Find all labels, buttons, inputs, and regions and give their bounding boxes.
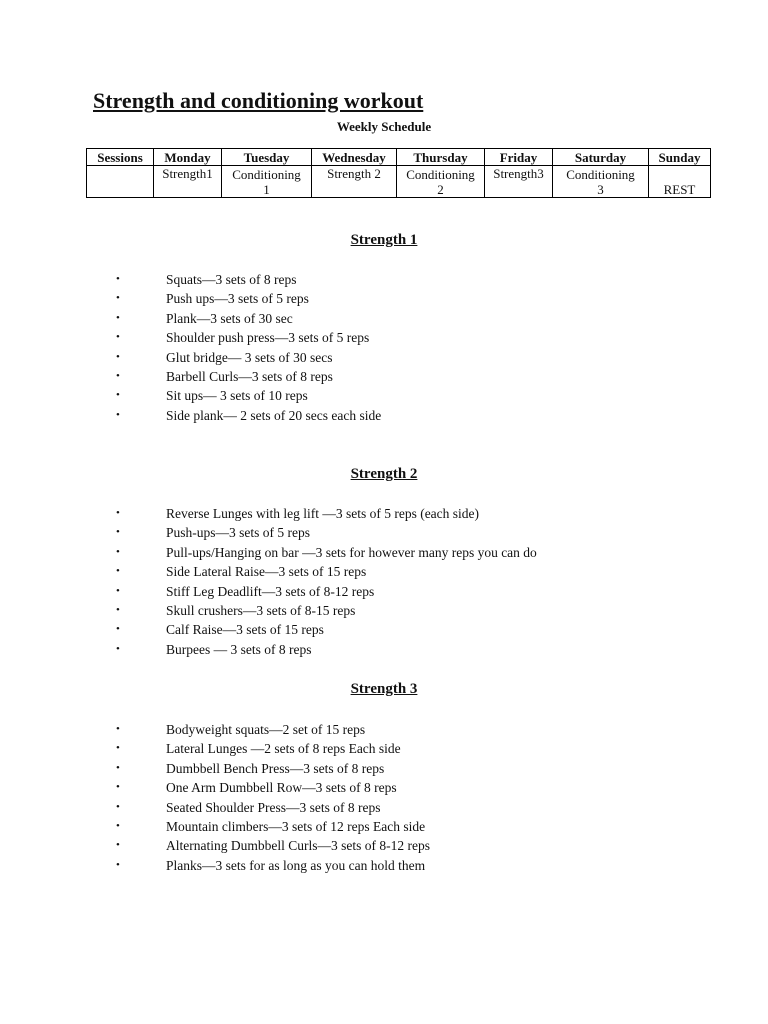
header-cell: Sunday [649,149,711,166]
bullet-icon: • [116,839,120,852]
bullet-icon: • [116,858,120,871]
bullet-icon: • [116,273,120,285]
list-item: • Lateral Lunges —2 sets of 8 reps Each side [116,741,401,757]
schedule-cell: Conditioning 3 [553,166,649,198]
list-item: • Push ups—3 sets of 5 reps [116,291,309,307]
list-item: • Shoulder push press—3 sets of 5 reps [116,330,370,346]
bullet-icon: • [116,800,120,813]
list-item: • Side Lateral Raise—3 sets of 15 reps [116,564,367,580]
bullet-icon: • [116,389,120,402]
section-heading-strength-1: Strength 1 [350,232,418,248]
bullet-icon: • [116,584,120,597]
header-cell: Monday [154,149,222,166]
exercise-list-strength-2 [0,504,537,659]
bullet-icon: • [116,742,120,755]
list-item: • Glut bridge— 3 sets of 30 secs [116,349,333,365]
bullet-icon: • [116,545,120,558]
bullet-icon: • [116,350,120,363]
schedule-cell: REST [649,166,711,198]
weekly-schedule-table [86,148,711,198]
header-cell: Sessions [87,149,154,166]
page-subtitle: Weekly Schedule [336,119,432,134]
schedule-cell: Strength 2 [312,166,397,198]
bullet-icon: • [116,331,120,344]
list-item: • Dumbbell Bench Press—3 sets of 8 reps [116,760,385,776]
bullet-icon: • [116,311,120,324]
list-item: • Seated Shoulder Press—3 sets of 8 reps [116,799,381,815]
header-cell: Tuesday [222,149,312,166]
exercise-list-strength-1 [0,270,381,425]
bullet-icon: • [116,408,120,421]
schedule-cell: Conditioning 2 [397,166,485,198]
schedule-cell: Strength1 [154,166,222,198]
list-item: • Mountain climbers—3 sets of 12 reps Each side [116,818,426,834]
list-item: • Burpees — 3 sets of 8 reps [116,641,312,657]
bullet-icon: • [116,761,120,774]
header-cell: Thursday [397,149,485,166]
header-cell: Saturday [553,149,649,166]
list-item: • Reverse Lunges with leg lift —3 sets of 5 reps (each side) [116,506,480,521]
list-item: • Skull crushers—3 sets of 8-15 reps [116,602,356,618]
bullet-icon: • [116,507,120,519]
list-item: • Alternating Dumbbell Curls—3 sets of 8-12 reps [116,838,430,854]
bullet-icon: • [116,565,120,578]
schedule-cell [87,166,154,198]
list-item: • Calf Raise—3 sets of 15 reps [116,622,324,638]
header-cell: Friday [485,149,553,166]
list-item: • Barbell Curls—3 sets of 8 reps [116,368,333,384]
bullet-icon: • [116,623,120,636]
list-item: • Plank—3 sets of 30 sec [116,310,293,326]
list-item: • Stiff Leg Deadlift—3 sets of 8-12 reps [116,583,375,599]
bullet-icon: • [116,642,120,655]
list-item: • Squats—3 sets of 8 reps [116,272,297,287]
bullet-icon: • [116,723,120,735]
bullet-icon: • [116,369,120,382]
section-heading-strength-2: Strength 2 [350,466,418,482]
bullet-icon: • [116,781,120,794]
section-heading-strength-3: Strength 3 [350,681,418,697]
list-item: • Sit ups— 3 sets of 10 reps [116,388,308,404]
bullet-icon: • [116,603,120,616]
schedule-header-row [87,149,711,166]
list-item: • Bodyweight squats—2 set of 15 reps [116,722,366,737]
schedule-row [87,166,711,198]
exercise-list-strength-3 [0,720,430,875]
page-title: Strength and conditioning workout [93,88,424,113]
list-item: • One Arm Dumbbell Row—3 sets of 8 reps [116,780,397,796]
list-item: • Pull-ups/Hanging on bar —3 sets for however many reps you can do [116,544,537,560]
schedule-cell: Strength3 [485,166,553,198]
bullet-icon: • [116,819,120,832]
list-item: • Push-ups—3 sets of 5 reps [116,525,310,541]
schedule-cell: Conditioning 1 [222,166,312,198]
list-item: • Side plank— 2 sets of 20 secs each side [116,407,382,423]
bullet-icon: • [116,526,120,539]
header-cell: Wednesday [312,149,397,166]
bullet-icon: • [116,292,120,305]
list-item: • Planks—3 sets for as long as you can hold them [116,857,426,873]
